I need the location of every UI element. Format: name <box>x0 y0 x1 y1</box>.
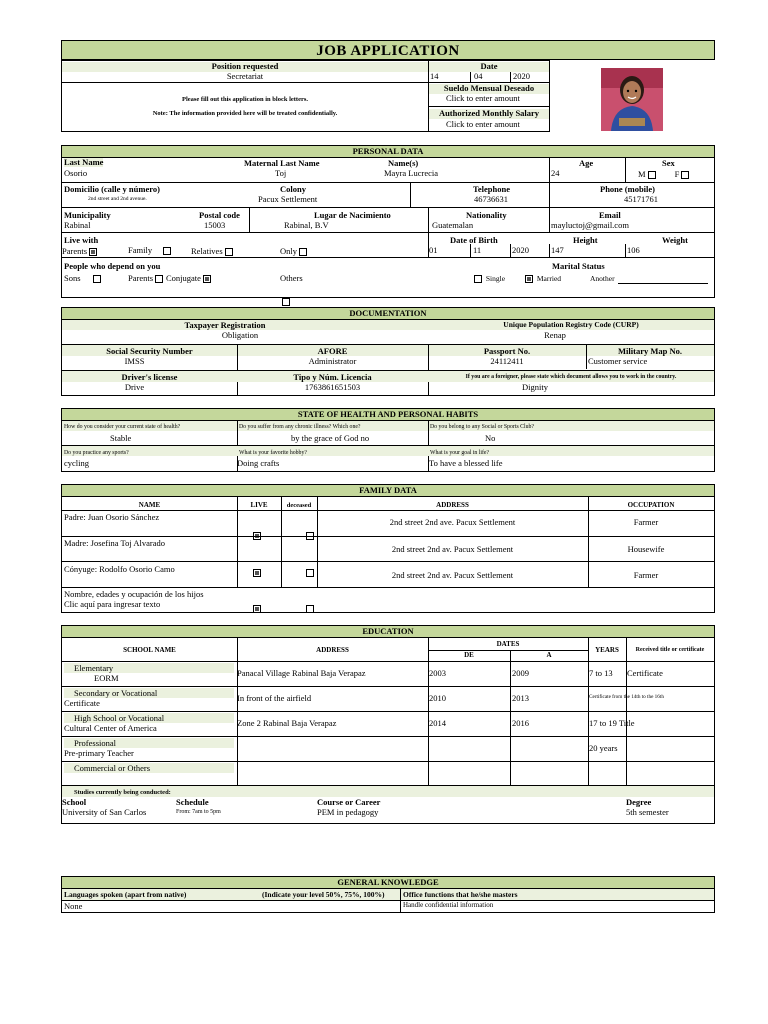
authorized-field[interactable]: Click to enter amount <box>446 119 520 129</box>
curp-label: Unique Population Registry Code (CURP) <box>503 320 639 329</box>
live-parents-label: Parents <box>62 246 88 256</box>
tipo-label: Tipo y Núm. Licencia <box>293 372 372 382</box>
drivers-field[interactable]: Drive <box>124 382 145 392</box>
birthplace-field[interactable]: Rabinal, B.V <box>284 220 329 230</box>
current-course-label: Course or Career <box>317 797 381 807</box>
health-q6: What is your goal in life? <box>430 450 490 456</box>
edu-col-de: DE <box>464 651 474 659</box>
sex-options <box>638 170 691 179</box>
live-only-option <box>280 247 309 256</box>
postal-field[interactable]: 15003 <box>204 220 226 230</box>
edu-to[interactable]: 2016 <box>512 718 529 728</box>
edu-school-name[interactable]: Cultural Center of America <box>64 723 157 733</box>
knowledge-section <box>61 876 715 913</box>
dep-sons-checkbox[interactable] <box>93 275 101 283</box>
sex-m-checkbox[interactable] <box>648 171 656 179</box>
telephone-field[interactable]: 46736631 <box>474 194 508 204</box>
military-field[interactable]: Customer service <box>588 356 648 366</box>
weight-label: Weight <box>662 235 688 245</box>
edu-level-label: Elementary <box>74 663 114 673</box>
marital-another-label: Another <box>590 274 615 283</box>
edu-level-label: High School or Vocational <box>74 713 165 723</box>
colony-field[interactable]: Pacux Settlement <box>258 194 318 204</box>
drivers-label: Driver's license <box>121 372 178 382</box>
edu-school-name[interactable]: EORM <box>94 673 119 683</box>
level-label: (Indicate your level 50%, 75%, 100%) <box>262 890 385 899</box>
family-member-name[interactable]: Madre: Josefina Toj Alvarado <box>64 538 165 548</box>
ssn-field[interactable]: IMSS <box>124 356 145 366</box>
family-member-occupation[interactable]: Farmer <box>633 517 659 527</box>
current-schedule-field[interactable]: From: 7am to 5pm <box>176 809 221 815</box>
domicilio-field[interactable]: 2nd street and 2nd avenue. <box>88 196 147 202</box>
deceased-checkbox[interactable] <box>306 569 314 577</box>
edu-years[interactable]: 17 to 19 Title <box>589 718 635 728</box>
last-name-field[interactable]: Osorio <box>64 168 88 178</box>
deceased-checkbox[interactable] <box>306 605 314 613</box>
edu-from[interactable]: 2010 <box>429 693 446 703</box>
family-col-occupation: OCCUPATION <box>627 501 675 509</box>
health-q5: What is your favorite hobby? <box>239 450 307 456</box>
date-day[interactable]: 14 <box>430 71 439 81</box>
live-relatives-label: Relatives <box>191 246 223 256</box>
dob-day-field[interactable]: 01 <box>429 245 438 255</box>
dep-others-checkbox[interactable] <box>282 298 290 306</box>
edu-col-a: A <box>546 651 552 659</box>
live-only-label: Only <box>280 246 297 256</box>
municipality-label: Municipality <box>64 210 111 220</box>
family-col-name: NAME <box>138 501 161 509</box>
languages-label: Languages spoken (apart from native) <box>64 890 187 899</box>
dep-others-label: Others <box>280 273 303 283</box>
passport-field[interactable]: 24112411 <box>490 356 524 366</box>
edu-col-years: YEARS <box>595 646 619 654</box>
family-member-occupation[interactable]: Housewife <box>627 544 665 554</box>
edu-col-title: Received title or certificate <box>635 647 705 653</box>
dep-parents-checkbox[interactable] <box>155 275 163 283</box>
live-relatives-checkbox[interactable] <box>225 248 233 256</box>
municipality-field[interactable]: Rabinal <box>64 220 91 230</box>
maternal-label: Maternal Last Name <box>244 158 320 168</box>
taxpayer-label: Taxpayer Registration <box>184 320 266 330</box>
marital-married-label: Married <box>536 274 562 283</box>
phone-mobile-field[interactable]: 45171761 <box>624 194 658 204</box>
edu-to[interactable]: 2013 <box>512 693 529 703</box>
instructions-text: Please fill out this application in block letters. <box>181 96 309 103</box>
edu-col-dates: DATES <box>496 640 520 648</box>
family-member-name[interactable]: Cónyuge: Rodolfo Osorio Camo <box>64 564 175 574</box>
email-field[interactable]: mayluctoj@gmail.com <box>551 220 629 230</box>
names-field[interactable]: Mayra Lucrecia <box>384 168 439 178</box>
maternal-field[interactable]: Toj <box>275 168 287 178</box>
position-field[interactable]: Secretariat <box>226 71 264 81</box>
sex-f-label: F <box>674 169 680 179</box>
live-parents-checkbox[interactable] <box>89 248 97 256</box>
birthplace-label: Lugar de Nacimiento <box>314 210 391 220</box>
health-a6[interactable]: To have a blessed life <box>429 458 503 468</box>
knowledge-header: GENERAL KNOWLEDGE <box>62 877 714 889</box>
age-field[interactable]: 24 <box>551 168 560 178</box>
edu-years[interactable]: 20 years <box>589 743 618 753</box>
edu-address[interactable]: Panacal Village Rabinal Baja Verapaz <box>237 668 366 678</box>
afore-label: AFORE <box>317 346 348 356</box>
live-only-checkbox[interactable] <box>299 248 307 256</box>
sex-f-checkbox[interactable] <box>681 171 689 179</box>
documentation-section <box>61 307 715 396</box>
live-with-label: Live with <box>64 235 99 245</box>
marital-single-option <box>472 275 505 283</box>
current-schedule-label: Schedule <box>176 797 209 807</box>
edu-from[interactable]: 2003 <box>429 668 446 678</box>
children-label: Nombre, edades y ocupación de los hijos <box>64 589 204 599</box>
email-label: Email <box>599 210 621 220</box>
health-a4[interactable]: cycling <box>64 458 90 468</box>
dep-parents-option <box>128 274 165 283</box>
phone-mobile-label: Phone (mobile) <box>600 184 656 194</box>
colony-label: Colony <box>280 184 306 194</box>
edu-level-label: Professional <box>74 738 117 748</box>
top-info-block <box>61 60 550 132</box>
live-relatives-option <box>191 247 235 256</box>
edu-school-name[interactable]: Pre-primary Teacher <box>64 748 134 758</box>
sueldo-field[interactable]: Click to enter amount <box>446 93 520 103</box>
family-member-name[interactable]: Padre: Juan Osorio Sánchez <box>64 512 160 522</box>
names-label: Name(s) <box>388 158 419 168</box>
page-title: JOB APPLICATION <box>316 43 460 59</box>
dob-label: Date of Birth <box>450 235 498 245</box>
children-field[interactable]: Clic aquí para ingresar texto <box>64 599 161 609</box>
health-a3[interactable]: No <box>485 433 496 443</box>
health-a5[interactable]: Doing crafts <box>237 458 280 468</box>
live-family-option <box>128 246 173 255</box>
family-member-address[interactable]: 2nd street 2nd av. Pacux Settlement <box>391 544 514 554</box>
date-label: Date <box>429 62 549 72</box>
health-section <box>61 408 715 472</box>
family-header: FAMILY DATA <box>62 485 714 497</box>
education-section <box>61 625 715 824</box>
marital-another-option <box>590 275 615 283</box>
health-q3: Do you belong to any Social or Sports Club? <box>430 424 535 430</box>
current-studies-label: Studies currently being conducted: <box>74 789 171 796</box>
dep-sons-label: Sons <box>64 273 81 283</box>
edu-years[interactable]: Certificate from the 14th to the 16th <box>589 694 664 700</box>
military-label: Military Map No. <box>618 346 682 356</box>
ssn-label: Social Security Number <box>106 346 193 356</box>
edu-address[interactable]: In front of the airfield <box>237 693 312 703</box>
marital-married-option <box>523 275 561 283</box>
tipo-field[interactable]: 1763861651503 <box>304 382 361 392</box>
dep-sons-option <box>64 274 103 283</box>
marital-married-checkbox[interactable] <box>525 275 533 283</box>
position-label: Position requested <box>62 62 428 72</box>
taxpayer-field[interactable]: Obligation <box>221 330 259 340</box>
domicilio-label: Domicilio (calle y número) <box>64 184 160 194</box>
family-member-address[interactable]: 2nd street 2nd ave. Pacux Settlement <box>389 517 516 527</box>
languages-field[interactable]: None <box>64 901 83 911</box>
health-header: STATE OF HEALTH AND PERSONAL HABITS <box>62 409 714 421</box>
live-checkbox[interactable] <box>253 605 261 613</box>
dep-conjugate-option <box>166 274 213 283</box>
edu-school-name[interactable]: Certificate <box>64 698 100 708</box>
height-label: Height <box>573 235 598 245</box>
last-name-label: Last Name <box>64 157 104 167</box>
current-degree-field[interactable]: 5th semester <box>626 807 669 817</box>
nationality-label: Nationality <box>466 210 507 220</box>
nationality-field[interactable]: Guatemalan <box>432 220 474 230</box>
edu-address[interactable]: Zone 2 Rabinal Baja Verapaz <box>237 718 337 728</box>
sueldo-label: Sueldo Mensual Deseado <box>429 84 549 94</box>
date-month[interactable]: 04 <box>474 71 483 81</box>
current-school-label: School <box>62 797 87 807</box>
health-q1: How do you consider your current state of health? <box>64 424 181 430</box>
marital-label: Marital Status <box>552 261 605 271</box>
live-parents-option <box>62 247 99 256</box>
marital-single-label: Single <box>485 274 506 283</box>
depend-label: People who depend on you <box>64 261 161 271</box>
current-degree-label: Degree <box>626 797 652 807</box>
dep-others-option <box>280 274 303 283</box>
edu-years[interactable]: 7 to 13 <box>589 668 613 678</box>
marital-single-checkbox[interactable] <box>474 275 482 283</box>
personal-data-section <box>61 145 715 298</box>
health-q4: Do you practice any sports? <box>64 450 129 456</box>
family-col-live: LIVE <box>250 501 268 509</box>
live-checkbox[interactable] <box>253 569 261 577</box>
title-block <box>61 40 715 60</box>
foreigner-field[interactable]: Dignity <box>522 382 548 392</box>
edu-col-school: SCHOOL NAME <box>123 646 176 654</box>
postal-label: Postal code <box>199 210 240 220</box>
date-year[interactable]: 2020 <box>513 71 530 81</box>
curp-field[interactable]: Renap <box>544 330 566 340</box>
afore-field[interactable]: Administrator <box>308 356 357 366</box>
current-course-field[interactable]: PEM in pedagogy <box>317 807 379 817</box>
family-member-occupation[interactable]: Farmer <box>633 570 659 580</box>
personal-data-header: PERSONAL DATA <box>62 146 714 158</box>
edu-col-address: ADDRESS <box>316 646 349 654</box>
documentation-header: DOCUMENTATION <box>62 308 714 320</box>
family-col-deceased: deceased <box>286 502 312 509</box>
live-family-label: Family <box>128 245 153 255</box>
height-field[interactable]: 147 <box>551 245 564 255</box>
applicant-photo <box>601 68 663 131</box>
dob-year-field[interactable]: 2020 <box>512 245 529 255</box>
health-q2: Do you suffer from any chronic illness? Which one? <box>239 424 361 430</box>
health-a1[interactable]: Stable <box>110 433 132 443</box>
health-a2[interactable]: by the grace of God no <box>291 433 370 443</box>
weight-field[interactable]: 106 <box>627 245 640 255</box>
live-family-checkbox[interactable] <box>163 247 171 255</box>
marital-another-field[interactable] <box>618 283 708 284</box>
current-school-field[interactable]: University of San Carlos <box>62 807 147 817</box>
confidential-note: Note: The information provided here will be treated confidentially. <box>152 110 338 117</box>
sex-m-label: M <box>638 169 646 179</box>
age-label: Age <box>579 158 594 168</box>
person-photo-icon <box>601 68 663 131</box>
family-section <box>61 484 715 613</box>
edu-from[interactable]: 2014 <box>429 718 446 728</box>
foreigner-label: If you are a foreigner, please state which document allows you to work in the country. <box>465 374 677 380</box>
telephone-label: Telephone <box>473 184 511 194</box>
education-header: EDUCATION <box>62 626 714 638</box>
office-label: Office functions that he/she masters <box>403 890 518 899</box>
dob-month-field[interactable]: 11 <box>473 245 482 255</box>
edu-level-label: Commercial or Others <box>74 763 151 773</box>
authorized-label: Authorized Monthly Salary <box>429 109 549 119</box>
edu-title[interactable]: Certificate <box>627 668 663 678</box>
sex-label: Sex <box>662 158 675 168</box>
edu-level-label: Secondary or Vocational <box>74 688 158 698</box>
dep-conjugate-checkbox[interactable] <box>203 275 211 283</box>
office-field[interactable]: Handle confidential information <box>403 901 494 909</box>
family-col-address: ADDRESS <box>436 501 469 509</box>
passport-label: Passport No. <box>483 346 531 356</box>
edu-to[interactable]: 2009 <box>512 668 529 678</box>
dep-parents-label: Parents <box>128 273 154 283</box>
family-member-address[interactable]: 2nd street 2nd av. Pacux Settlement <box>391 570 514 580</box>
dep-conjugate-label: Conjugate <box>166 273 201 283</box>
